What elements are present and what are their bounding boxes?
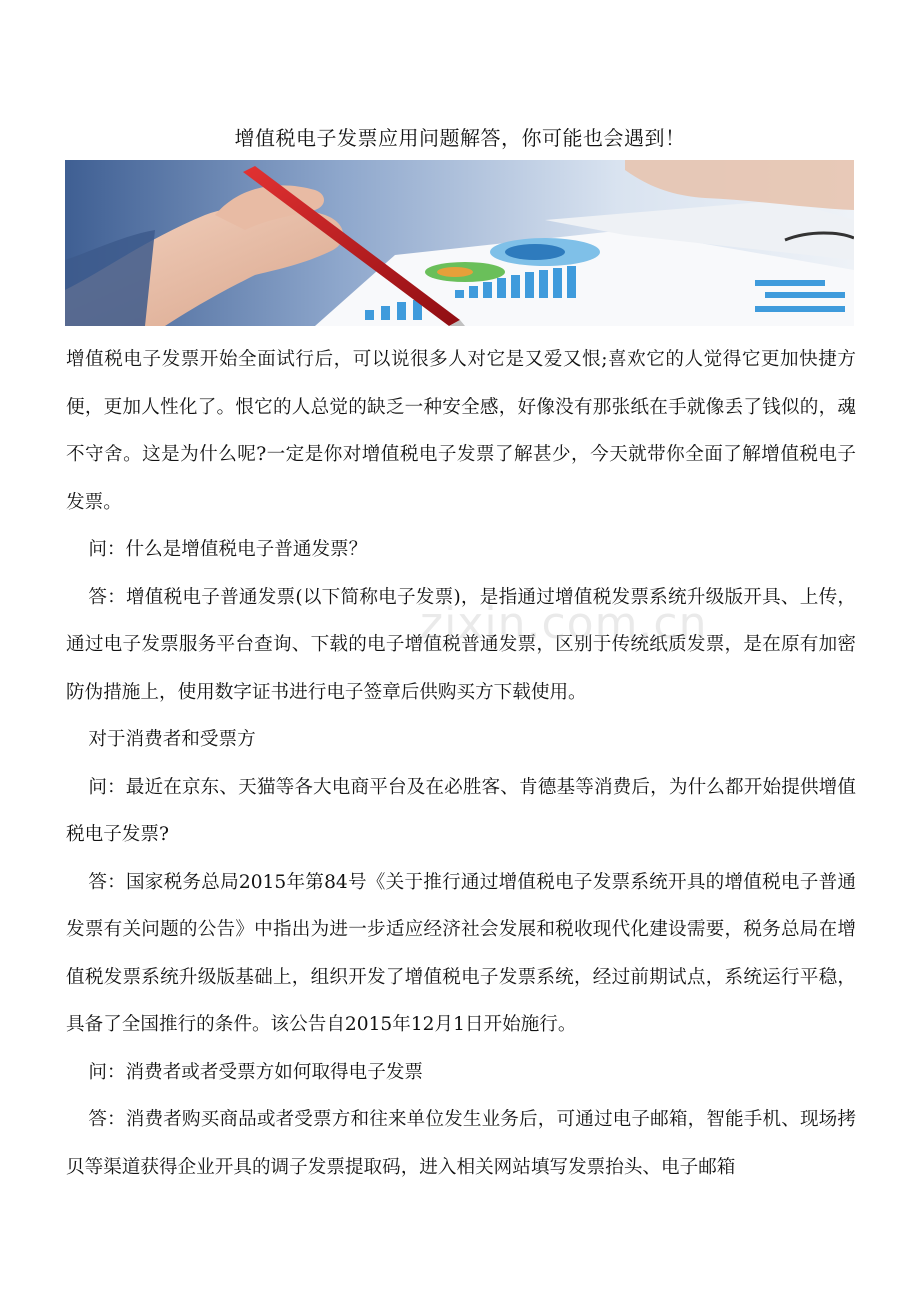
question-2: 问：最近在京东、天猫等各大电商平台及在必胜客、肯德基等消费后，为什么都开始提供增值税电子发票?	[66, 776, 856, 845]
hand-pen-chart-illustration	[65, 160, 854, 326]
banner-image	[65, 160, 854, 326]
intro-paragraph: 增值税电子发票开始全面试行后，可以说很多人对它是又爱又恨;喜欢它的人觉得它更加快捷方便，更加人性化了。恨它的人总觉的缺乏一种安全感，好像没有那张纸在手就像丢了钱似的，魂不守舍。这是为什么呢?一定是你对增值税电子发票了解甚少，今天就带你全面了解增值税电子发票。	[66, 349, 856, 513]
document-title: 增值税电子发票应用问题解答，你可能也会遇到！	[234, 126, 686, 150]
answer-3: 答：消费者购买商品或者受票方和往来单位发生业务后，可通过电子邮箱，智能手机、现场拷贝等渠道获得企业开具的调子发票提取码，进入相关网站填写发票抬头、电子邮箱	[66, 1109, 856, 1178]
question-3: 问：消费者或者受票方如何取得电子发票	[88, 1061, 424, 1083]
watermark: zixin.com.cn	[420, 598, 708, 649]
article-body	[66, 336, 856, 1191]
question-1: 问：什么是增值税电子普通发票？	[88, 539, 368, 560]
answer-2: 答：国家税务总局2015年第84号《关于推行通过增值税电子发票系统开具的增值税电子普通发票有关问题的公告》中指出为进一步适应经济社会发展和税收现代化建设需要，税务总局在增值税发票系统升级版基础上，组织开发了增值税电子发票系统，经过前期试点，系统运行平稳，具备了全国推行的条件。该公告自2015年12月1日开始施行。	[66, 871, 856, 1035]
section-heading: 对于消费者和受票方	[88, 729, 256, 750]
answer-1: 答：增值税电子普通发票(以下简称电子发票)，是指通过增值税发票系统升级版开具、上传，通过电子发票服务平台查询、下载的电子增值税普通发票，区别于传统纸质发票，是在原有加密防伪措施上，使用数字证书进行电子签章后供购买方下载使用。	[66, 586, 856, 703]
